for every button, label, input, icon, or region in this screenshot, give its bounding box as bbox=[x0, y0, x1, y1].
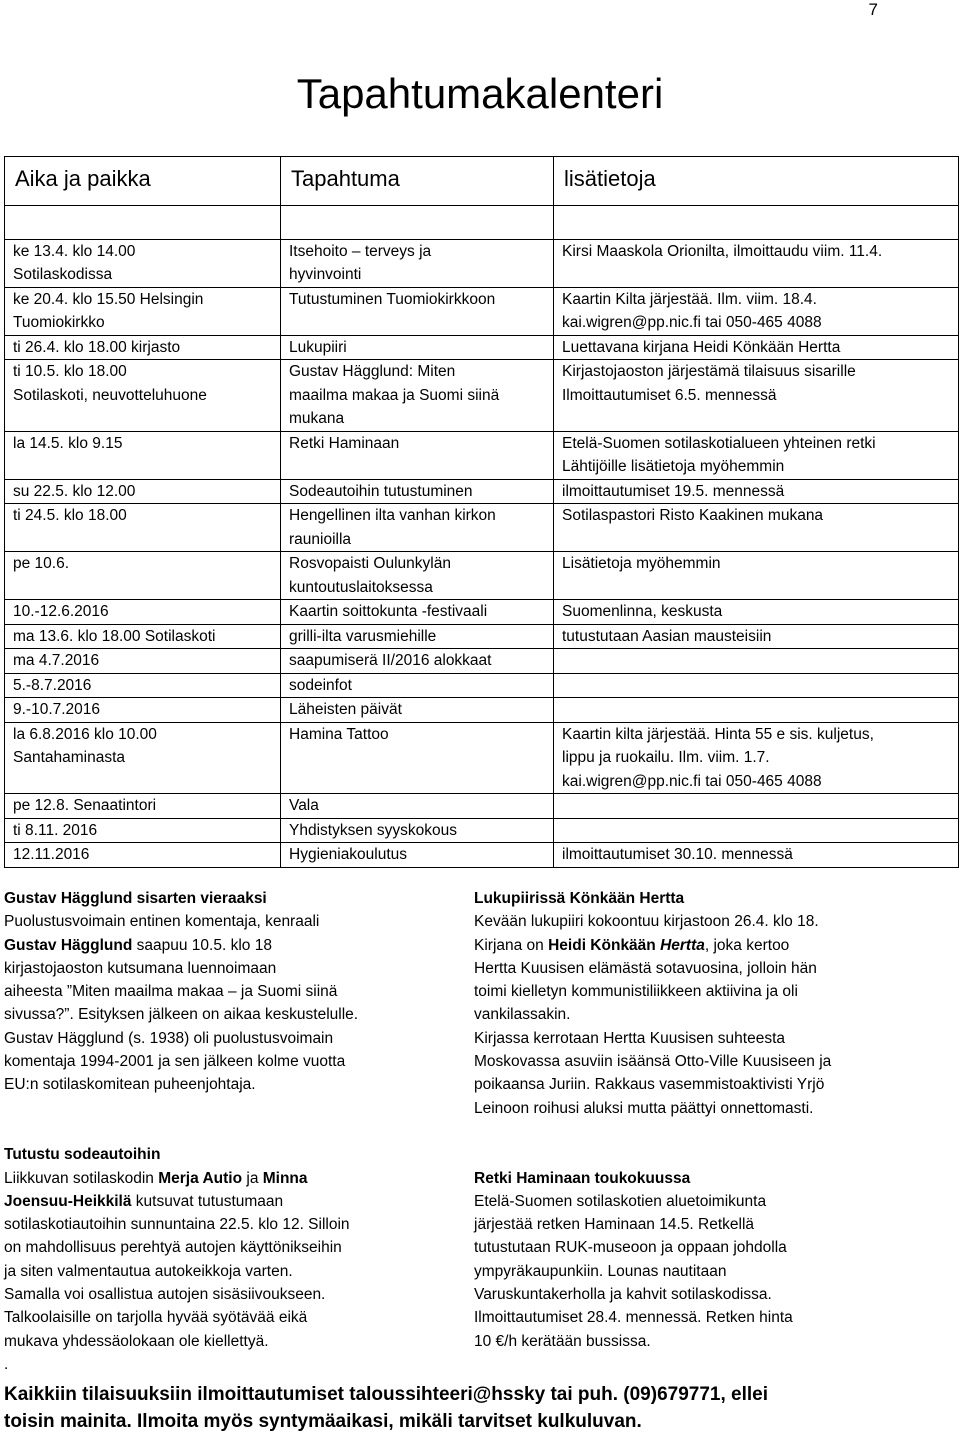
cell-line: 10.-12.6.2016 bbox=[13, 603, 109, 620]
article-line: Joensuu-Heikkilä kutsuvat tutustumaan bbox=[4, 1192, 284, 1210]
cell-event bbox=[281, 649, 554, 674]
cell-line: Tutustuminen Tuomiokirkkoon bbox=[289, 290, 496, 308]
cell-line: ma 4.7.2016 bbox=[13, 652, 100, 669]
cell-line: Sotilaskodissa bbox=[13, 266, 113, 283]
table-row bbox=[5, 722, 959, 794]
table-row bbox=[5, 504, 959, 552]
left-articles bbox=[4, 887, 464, 1376]
table-spacer-row bbox=[5, 205, 959, 239]
footer-line: toisin mainita. Ilmoita myös syntymäaikasi, mikäli tarvitset kulkuluvan. bbox=[4, 1411, 642, 1432]
cell-event bbox=[281, 239, 554, 287]
table-row bbox=[5, 698, 959, 723]
cell-line: Lähtijöille lisätietoja myöhemmin bbox=[562, 458, 785, 475]
article-line: on mahdollisuus perehtyä autojen käyttönikseihin bbox=[4, 1239, 342, 1257]
article-line: EU:n sotilaskomitean puheenjohtaja. bbox=[4, 1076, 256, 1094]
table-row bbox=[5, 673, 959, 698]
cell-line: la 6.8.2016 klo 10.00 bbox=[13, 725, 157, 743]
article-heading: Gustav Hägglund sisarten vieraaksi bbox=[4, 890, 267, 907]
cell-line: Tuomiokirkko bbox=[13, 314, 105, 331]
cell-line: la 14.5. klo 9.15 bbox=[13, 434, 123, 452]
event-calendar-table bbox=[4, 156, 959, 868]
cell-time bbox=[5, 722, 281, 794]
cell-info bbox=[554, 360, 959, 432]
table-row bbox=[5, 431, 959, 479]
cell-time bbox=[5, 360, 281, 432]
cell-info bbox=[554, 335, 959, 360]
cell-line: Itsehoito – terveys ja bbox=[289, 242, 432, 260]
table-row bbox=[5, 843, 959, 868]
article-line: tutustutaan RUK-museoon ja oppaan johdolla bbox=[474, 1239, 787, 1257]
article-line: Kirjana on Heidi Könkään Hertta, joka kertoo bbox=[474, 936, 790, 954]
cell-line: ti 26.4. klo 18.00 kirjasto bbox=[13, 338, 181, 356]
table-row bbox=[5, 479, 959, 504]
cell-event bbox=[281, 504, 554, 552]
cell-line: tutustutaan Aasian mausteisiin bbox=[562, 627, 772, 645]
article-line: 10 €/h kerätään bussissa. bbox=[474, 1332, 651, 1350]
cell-line: Sotilaskoti, neuvotteluhuone bbox=[13, 386, 207, 404]
article-line: Samalla voi osallistua autojen sisäsiivoukseen. bbox=[4, 1286, 326, 1304]
cell-line: Kirsi Maaskola Orionilta, ilmoittaudu viim. 11.4. bbox=[562, 242, 883, 260]
cell-line: ilmoittautumiset 30.10. mennessä bbox=[562, 846, 793, 863]
cell-info bbox=[554, 552, 959, 600]
cell-line: Läheisten päivät bbox=[289, 701, 402, 718]
article-line: Ilmoittautumiset 28.4. mennessä. Retken hinta bbox=[474, 1309, 793, 1327]
cell-time bbox=[5, 624, 281, 649]
cell-info bbox=[554, 818, 959, 843]
article-line: järjestää retken Haminaan 14.5. Retkellä bbox=[474, 1216, 755, 1234]
cell-line: su 22.5. klo 12.00 bbox=[13, 482, 136, 500]
cell-line: kai.wigren@pp.nic.fi tai 050-465 4088 bbox=[562, 772, 822, 790]
cell-line: maailma makaa ja Suomi siinä bbox=[289, 386, 500, 404]
article-line: Moskovassa asuviin isäänsä Otto-Ville Kuusiseen ja bbox=[474, 1053, 832, 1071]
article-heading: Retki Haminaan toukokuussa bbox=[474, 1169, 691, 1187]
article-line: vankilassakin. bbox=[474, 1006, 571, 1024]
article-line: Gustav Hägglund saapuu 10.5. klo 18 bbox=[4, 936, 272, 954]
table-row bbox=[5, 649, 959, 674]
cell-event bbox=[281, 698, 554, 723]
cell-line: ma 13.6. klo 18.00 Sotilaskoti bbox=[13, 627, 216, 645]
cell-time bbox=[5, 649, 281, 674]
cell-time bbox=[5, 239, 281, 287]
cell-line: lippu ja ruokailu. Ilm. viim. 1.7. bbox=[562, 749, 770, 766]
table-row bbox=[5, 360, 959, 432]
cell-line: Kaartin soittokunta -festivaali bbox=[289, 603, 488, 620]
cell-info bbox=[554, 698, 959, 723]
cell-event bbox=[281, 287, 554, 335]
article-line: Liikkuvan sotilaskodin Merja Autio ja Minna bbox=[4, 1169, 308, 1187]
header-time: Aika ja paikka bbox=[5, 157, 281, 206]
cell-line: Hygieniakoulutus bbox=[289, 846, 408, 863]
cell-event bbox=[281, 624, 554, 649]
article-line: Hertta Kuusisen elämästä sotavuosina, jolloin hän bbox=[474, 959, 817, 977]
article-line: poikaansa Juriin. Rakkaus vasemmistoaktivisti Yrjö bbox=[474, 1076, 825, 1094]
page-number: 7 bbox=[868, 0, 878, 19]
footer-notice bbox=[4, 1381, 944, 1435]
cell-line: 12.11.2016 bbox=[13, 846, 90, 863]
header-info: lisätietoja bbox=[554, 157, 959, 206]
article-line: Etelä-Suomen sotilaskotien aluetoimikunta bbox=[474, 1192, 767, 1210]
cell-line: Retki Haminaan bbox=[289, 434, 400, 452]
cell-event bbox=[281, 722, 554, 794]
cell-line: Suomenlinna, keskusta bbox=[562, 603, 723, 620]
article-line: Talkoolaisille on tarjolla hyvää syötävää eikä bbox=[4, 1309, 308, 1327]
cell-info bbox=[554, 504, 959, 552]
cell-line: Rosvopaisti Oulunkylän bbox=[289, 555, 451, 572]
cell-line: Sotilaspastori Risto Kaakinen mukana bbox=[562, 507, 824, 524]
cell-line: Vala bbox=[289, 797, 319, 814]
article-line: komentaja 1994-2001 ja sen jälkeen kolme vuotta bbox=[4, 1053, 346, 1071]
cell-line: Hengellinen ilta vanhan kirkon bbox=[289, 507, 496, 524]
table-row bbox=[5, 335, 959, 360]
page-title: Tapahtumakalenteri bbox=[296, 70, 664, 117]
cell-line: ti 10.5. klo 18.00 bbox=[13, 363, 127, 380]
article-line: Varuskuntakerholla ja kahvit sotilaskodissa. bbox=[474, 1286, 772, 1304]
cell-line: ke 13.4. klo 14.00 bbox=[13, 242, 136, 260]
cell-time bbox=[5, 504, 281, 552]
cell-info bbox=[554, 239, 959, 287]
cell-line: kuntoutuslaitoksessa bbox=[289, 578, 433, 596]
cell-event bbox=[281, 818, 554, 843]
cell-time bbox=[5, 698, 281, 723]
cell-info bbox=[554, 287, 959, 335]
cell-line: raunioilla bbox=[289, 530, 352, 548]
right-articles bbox=[474, 887, 944, 1353]
cell-line: sodeinfot bbox=[289, 676, 352, 694]
article-line: toimi kielletyn kommunistiliikkeen aktiivina ja oli bbox=[474, 983, 798, 1001]
cell-line: Ilmoittautumiset 6.5. mennessä bbox=[562, 386, 777, 404]
cell-line: ilmoittautumiset 19.5. mennessä bbox=[562, 482, 785, 500]
cell-line: Gustav Hägglund: Miten bbox=[289, 363, 456, 380]
footer-line: Kaikkiin tilaisuuksiin ilmoittautumiset taloussihteeri@hssky tai puh. (09)679771, ellei bbox=[4, 1384, 768, 1405]
cell-line: 5.-8.7.2016 bbox=[13, 676, 92, 694]
cell-time bbox=[5, 843, 281, 868]
cell-line: Sodeautoihin tutustuminen bbox=[289, 482, 473, 500]
cell-time bbox=[5, 600, 281, 625]
cell-info bbox=[554, 624, 959, 649]
article-line: . bbox=[4, 1355, 9, 1373]
table-row bbox=[5, 287, 959, 335]
article-heading: Tutustu sodeautoihin bbox=[4, 1146, 161, 1164]
table-row bbox=[5, 239, 959, 287]
cell-event bbox=[281, 360, 554, 432]
cell-event bbox=[281, 794, 554, 819]
header-event: Tapahtuma bbox=[281, 157, 554, 206]
cell-line: Lukupiiri bbox=[289, 338, 347, 356]
cell-line: Kirjastojaoston järjestämä tilaisuus sisarille bbox=[562, 363, 856, 380]
cell-event bbox=[281, 673, 554, 698]
cell-line: Hamina Tattoo bbox=[289, 725, 389, 743]
article-line: Kevään lukupiiri kokoontuu kirjastoon 26.4. klo 18. bbox=[474, 913, 819, 931]
cell-line: ke 20.4. klo 15.50 Helsingin bbox=[13, 290, 204, 308]
article-line: ympyräkaupunkiin. Lounas nautitaan bbox=[474, 1262, 727, 1280]
cell-event bbox=[281, 843, 554, 868]
cell-line: Santahaminasta bbox=[13, 749, 126, 766]
cell-line: ti 8.11. 2016 bbox=[13, 821, 98, 839]
article-heading: Lukupiirissä Könkään Hertta bbox=[474, 890, 685, 907]
cell-time bbox=[5, 818, 281, 843]
cell-event bbox=[281, 552, 554, 600]
cell-time bbox=[5, 673, 281, 698]
table-row bbox=[5, 552, 959, 600]
article-line: sotilaskotiautoihin sunnuntaina 22.5. klo 12. Silloin bbox=[4, 1216, 350, 1234]
cell-time bbox=[5, 431, 281, 479]
cell-info bbox=[554, 722, 959, 794]
cell-line: pe 12.8. Senaatintori bbox=[13, 797, 157, 814]
cell-line: Lisätietoja myöhemmin bbox=[562, 555, 721, 572]
cell-line: Etelä-Suomen sotilaskotialueen yhteinen retki bbox=[562, 434, 876, 452]
article-line: Kirjassa kerrotaan Hertta Kuusisen suhteesta bbox=[474, 1029, 786, 1047]
cell-line: Luettavana kirjana Heidi Könkään Hertta bbox=[562, 338, 841, 356]
cell-event bbox=[281, 600, 554, 625]
article-line: Puolustusvoimain entinen komentaja, kenraali bbox=[4, 913, 320, 931]
article-line: Gustav Hägglund (s. 1938) oli puolustusvoimain bbox=[4, 1029, 334, 1047]
cell-line: hyvinvointi bbox=[289, 266, 362, 283]
cell-time bbox=[5, 479, 281, 504]
cell-line: ti 24.5. klo 18.00 bbox=[13, 507, 127, 524]
cell-line: saapumiserä II/2016 alokkaat bbox=[289, 652, 492, 669]
cell-line: mukana bbox=[289, 410, 345, 427]
table-row bbox=[5, 818, 959, 843]
cell-info bbox=[554, 673, 959, 698]
cell-time bbox=[5, 287, 281, 335]
cell-info bbox=[554, 649, 959, 674]
cell-time bbox=[5, 552, 281, 600]
article-line: mukava yhdessäolokaan ole kiellettyä. bbox=[4, 1332, 269, 1350]
table-row bbox=[5, 624, 959, 649]
cell-line: grilli-ilta varusmiehille bbox=[289, 627, 437, 645]
cell-info bbox=[554, 843, 959, 868]
cell-info bbox=[554, 431, 959, 479]
article-line: ja siten valmentautua autokeikkoja varten. bbox=[4, 1262, 293, 1280]
cell-line: Kaartin kilta järjestää. Hinta 55 e sis. kuljetus, bbox=[562, 725, 874, 743]
cell-line: 9.-10.7.2016 bbox=[13, 701, 101, 718]
cell-line: Kaartin Kilta järjestää. Ilm. viim. 18.4. bbox=[562, 290, 817, 308]
cell-info bbox=[554, 600, 959, 625]
article-line: Leinoon roihusi aluksi mutta päättyi onnettomasti. bbox=[474, 1099, 814, 1117]
cell-time bbox=[5, 335, 281, 360]
cell-event bbox=[281, 479, 554, 504]
article-line: kirjastojaoston kutsumana luennoimaan bbox=[4, 959, 277, 977]
table-header-row bbox=[5, 157, 959, 206]
article-line: aiheesta ”Miten maailma makaa – ja Suomi siinä bbox=[4, 983, 338, 1001]
cell-time bbox=[5, 794, 281, 819]
article-line: sivussa?”. Esityksen jälkeen on aikaa keskustelulle. bbox=[4, 1006, 359, 1024]
cell-event bbox=[281, 335, 554, 360]
cell-line: kai.wigren@pp.nic.fi tai 050-465 4088 bbox=[562, 314, 822, 331]
cell-line: pe 10.6. bbox=[13, 555, 70, 572]
cell-info bbox=[554, 794, 959, 819]
cell-event bbox=[281, 431, 554, 479]
table-row bbox=[5, 794, 959, 819]
cell-info bbox=[554, 479, 959, 504]
table-row bbox=[5, 600, 959, 625]
cell-line: Yhdistyksen syyskokous bbox=[289, 821, 457, 839]
